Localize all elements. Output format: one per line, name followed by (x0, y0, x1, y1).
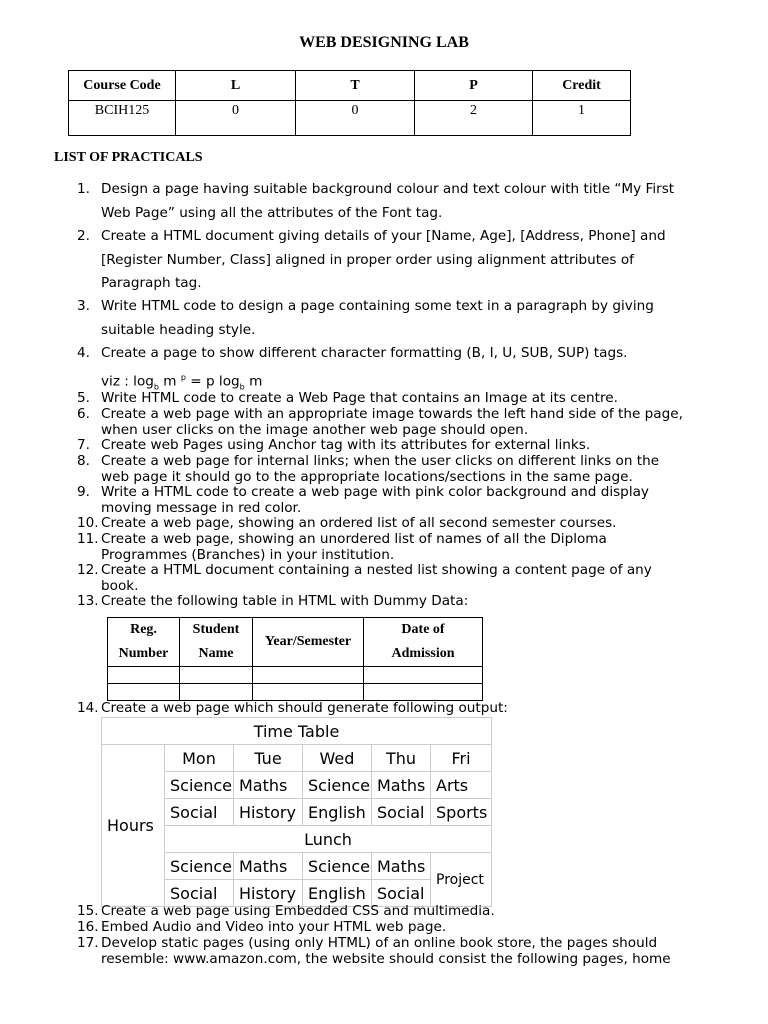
day-cell: Mon (165, 745, 234, 772)
practicals-heading: LIST OF PRACTICALS (54, 150, 203, 165)
subject-cell: Maths (372, 853, 431, 880)
item-text-line: Create the following table in HTML with Dummy Data: (101, 593, 469, 609)
item-number: 10. (77, 515, 99, 531)
item-text-line: when user clicks on the image another web page should open. (101, 421, 529, 438)
item-text-line: Web Page” using all the attributes of the Font tag. (101, 204, 443, 221)
subject-cell: Sports (431, 799, 492, 826)
item-text-line: Paragraph tag. (101, 275, 202, 291)
item-text-line: Create a HTML document containing a nested list showing a content page of any (101, 562, 652, 578)
item-number: 2. (77, 228, 90, 244)
item-number: 3. (77, 298, 90, 314)
subject-cell: Social (372, 799, 431, 826)
item-number: 15. (77, 903, 99, 919)
item-number: 11. (77, 531, 99, 547)
table-row (102, 718, 492, 745)
item-number: 8. (77, 453, 90, 469)
credit-cell: 1 (533, 101, 631, 136)
item-number: 6. (77, 406, 90, 422)
subject-cell: Science (165, 772, 234, 799)
subject-cell: Maths (234, 772, 303, 799)
time-table (101, 717, 492, 907)
item-text-line: suitable heading style. (101, 321, 256, 338)
t-header: T (296, 71, 415, 101)
day-cell: Thu (372, 745, 431, 772)
t-cell: 0 (296, 101, 415, 136)
subject-cell: English (303, 799, 372, 826)
course-code-header: Course Code (69, 71, 176, 101)
course-table-row (69, 101, 631, 136)
project-cell: Project (431, 853, 492, 907)
item-number: 16. (77, 919, 99, 935)
item-number: 9. (77, 484, 90, 500)
day-cell: Tue (234, 745, 303, 772)
subject-cell: Science (165, 853, 234, 880)
subject-cell: Arts (431, 772, 492, 799)
item-text-line: Create web Pages using Anchor tag with its attributes for external links. (101, 437, 591, 453)
item-number: 7. (77, 437, 90, 453)
subject-cell: Social (165, 880, 234, 907)
p-cell: 2 (415, 101, 533, 136)
item-text-line: resemble: www.amazon.com, the website should consist the following pages, home (101, 950, 671, 967)
student-table-header-row (108, 618, 483, 667)
subject-cell: Social (165, 799, 234, 826)
item-text-line: [Register Number, Class] aligned in proper order using alignment attributes of (101, 251, 634, 268)
student-table (107, 617, 483, 701)
reg-number-header: Reg. Number (108, 618, 180, 667)
item-text-line: Programmes (Branches) in your institution. (101, 546, 395, 563)
item-text-line: Create a web page which should generate following output: (101, 700, 508, 716)
year-semester-header: Year/Semester (253, 618, 364, 667)
item-number: 4. (77, 345, 90, 361)
subject-cell: English (303, 880, 372, 907)
item-text-line: moving message in red color. (101, 499, 302, 516)
item-text-line: Write HTML code to create a Web Page that contains an Image at its centre. (101, 390, 618, 406)
subject-cell: Science (303, 853, 372, 880)
p-header: P (415, 71, 533, 101)
item-text-line: Design a page having suitable background colour and text colour with title “My First (101, 181, 675, 197)
item-text-line: Create a web page, showing an ordered list of all second semester courses. (101, 515, 617, 531)
item-text-line: Embed Audio and Video into your HTML web page. (101, 919, 447, 935)
subject-cell: Social (372, 880, 431, 907)
item-number: 14. (77, 700, 99, 716)
subject-cell: History (234, 880, 303, 907)
item-text-line: Develop static pages (using only HTML) of an online book store, the pages should (101, 935, 658, 951)
student-name-header: Student Name (180, 618, 253, 667)
item-text-line: Create a web page, showing an unordered list of names of all the Diploma (101, 531, 607, 547)
course-code-cell: BCIH125 (69, 101, 176, 136)
item-number: 13. (77, 593, 99, 609)
lunch-cell: Lunch (165, 826, 492, 853)
item-text-line: book. (101, 577, 139, 594)
item-text-line: Create a web page with an appropriate image towards the left hand side of the page, (101, 406, 683, 422)
day-cell: Fri (431, 745, 492, 772)
l-header: L (176, 71, 296, 101)
item-text-line: Write a HTML code to create a web page with pink color background and display (101, 484, 649, 500)
item-number: 12. (77, 562, 99, 578)
formula-line: viz : $\log_b m$ $^p$ = p $\log_b m$ (101, 372, 263, 391)
table-row (108, 667, 483, 684)
page-title: WEB DESIGNING LAB (299, 34, 469, 51)
item-text-line: web page it should go to the appropriate locations/sections in the same page. (101, 468, 633, 485)
date-of-admission-header: Date of Admission (364, 618, 483, 667)
credit-header: Credit (533, 71, 631, 101)
item-text-line: Create a web page for internal links; when the user clicks on different links on the (101, 453, 660, 469)
table-row (108, 684, 483, 701)
time-table-title: Time Table (102, 718, 492, 745)
table-row (102, 745, 492, 772)
subject-cell: History (234, 799, 303, 826)
subject-cell: Science (303, 772, 372, 799)
subject-cell: Maths (234, 853, 303, 880)
item-text-line: Create a HTML document giving details of your [Name, Age], [Address, Phone] and (101, 228, 666, 244)
item-number: 1. (77, 181, 90, 197)
hours-cell: Hours (102, 745, 165, 907)
course-details-table (68, 70, 631, 136)
item-text-line: Write HTML code to design a page containing some text in a paragraph by giving (101, 298, 654, 314)
item-number: 17. (77, 935, 99, 951)
subject-cell: Maths (372, 772, 431, 799)
item-text-line: Create a page to show different character formatting (B, I, U, SUB, SUP) tags. (101, 345, 628, 361)
day-cell: Wed (303, 745, 372, 772)
item-number: 5. (77, 390, 90, 406)
item-text-line: Create a web page using Embedded CSS and multimedia. (101, 903, 495, 919)
l-cell: 0 (176, 101, 296, 136)
course-table-header-row (69, 71, 631, 101)
